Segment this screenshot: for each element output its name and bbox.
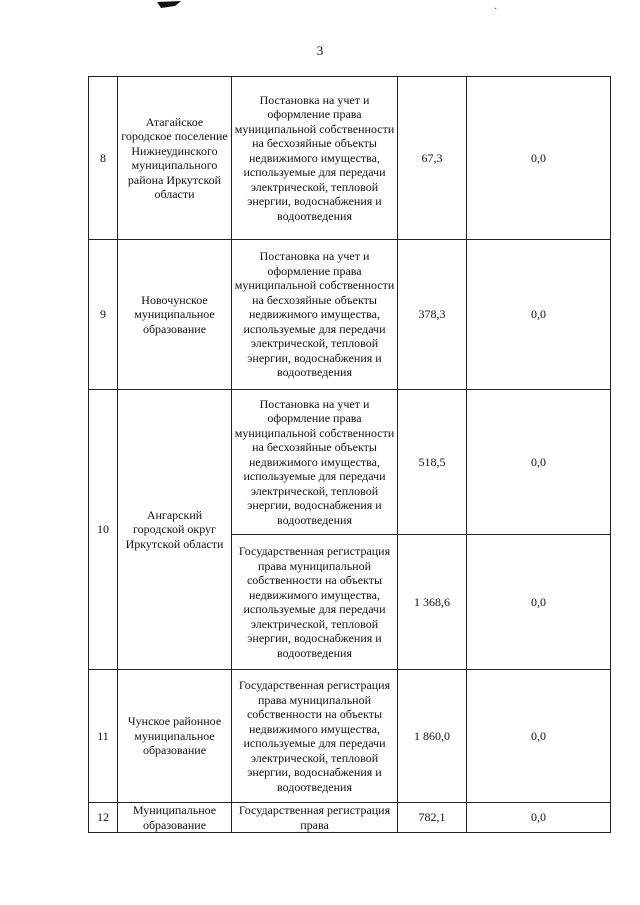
other-amount-cell: 0,0	[467, 77, 611, 240]
page-number: 3	[316, 43, 324, 58]
row-number: 12	[89, 803, 118, 833]
municipality-name: Ангарский городской округ Иркутской области	[118, 390, 232, 670]
allocation-table	[88, 76, 611, 833]
other-amount-cell: 0,0	[467, 240, 611, 390]
purpose-cell: Государственная регистрация права муниципальной собственности на объекты недвижимого имущества, используемые для передачи электрической, тепловой энергии, водоснабжения и водоотведения	[232, 535, 398, 670]
purpose-cell: Постановка на учет и оформление права муниципальной собственности на бесхозяйные объекты недвижимого имущества, используемые для передачи электрической, тепловой энергии, водоснабжения и водоотведения	[232, 240, 398, 390]
amount-cell: 67,3	[398, 77, 467, 240]
row-number: 11	[89, 670, 118, 803]
amount-cell: 1 860,0	[398, 670, 467, 803]
row-number: 10	[89, 390, 118, 670]
other-amount-cell: 0,0	[467, 803, 611, 833]
table-row	[89, 803, 611, 833]
table-row	[89, 77, 611, 240]
amount-cell: 1 368,6	[398, 535, 467, 670]
municipality-name: Муниципальное образование	[118, 803, 232, 833]
row-number: 9	[89, 240, 118, 390]
table-row	[89, 670, 611, 803]
municipality-name: Чунское районное муниципальное образование	[118, 670, 232, 803]
purpose-cell: Государственная регистрация права	[232, 803, 398, 833]
other-amount-cell: 0,0	[467, 535, 611, 670]
scan-artifact-mark	[155, 0, 183, 10]
amount-cell: 782,1	[398, 803, 467, 833]
scan-artifact-dot: ·	[494, 4, 498, 15]
table-row	[89, 240, 611, 390]
purpose-cell: Постановка на учет и оформление права муниципальной собственности на бесхозяйные объекты недвижимого имущества, используемые для передачи электрической, тепловой энергии, водоснабжения и водоотведения	[232, 390, 398, 535]
row-number: 8	[89, 77, 118, 240]
municipality-name: Атагайское городское поселение Нижнеудинского муниципального района Иркутской области	[118, 77, 232, 240]
amount-cell: 518,5	[398, 390, 467, 535]
purpose-cell: Постановка на учет и оформление права муниципальной собственности на бесхозяйные объекты недвижимого имущества, используемые для передачи электрической, тепловой энергии, водоснабжения и водоотведения	[232, 77, 398, 240]
municipality-name: Новочунское муниципальное образование	[118, 240, 232, 390]
amount-cell: 378,3	[398, 240, 467, 390]
table-row	[89, 390, 611, 535]
other-amount-cell: 0,0	[467, 670, 611, 803]
other-amount-cell: 0,0	[467, 390, 611, 535]
purpose-cell: Государственная регистрация права муниципальной собственности на объекты недвижимого имущества, используемые для передачи электрической, тепловой энергии, водоснабжения и водоотведения	[232, 670, 398, 803]
